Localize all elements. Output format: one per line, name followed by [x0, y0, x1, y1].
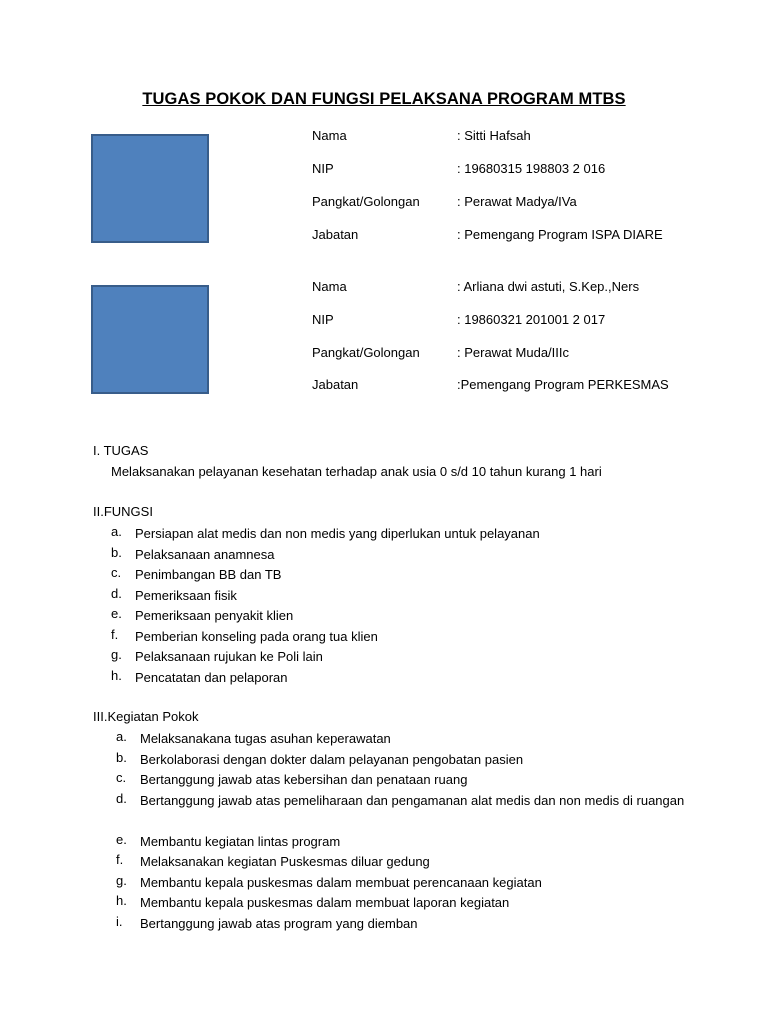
- field-label: NIP: [312, 161, 334, 176]
- field-value: :Pemengang Program PERKESMAS: [457, 377, 669, 392]
- staff-2-jabatan-row: [312, 377, 732, 395]
- list-item-text: Penimbangan BB dan TB: [135, 567, 282, 582]
- list-item-text: Bertanggung jawab atas kebersihan dan penataan ruang: [140, 772, 468, 787]
- list-marker: d.: [111, 585, 122, 601]
- field-label: Pangkat/Golongan: [312, 345, 420, 360]
- list-item-text: Membantu kepala puskesmas dalam membuat laporan kegiatan: [140, 895, 510, 910]
- list-marker: e.: [111, 606, 122, 621]
- field-label: Nama: [312, 128, 347, 143]
- staff-1-jabatan-row: [312, 227, 732, 245]
- list-item-text: Pelaksanaan rujukan ke Poli lain: [135, 649, 323, 664]
- section-heading-kegiatan: III.Kegiatan Pokok: [93, 709, 199, 724]
- field-label: Jabatan: [312, 227, 359, 242]
- staff-2-nip-row: [312, 312, 732, 330]
- field-value: : Sitti Hafsah: [457, 128, 531, 143]
- staff-1-pangkat-row: [312, 194, 732, 212]
- list-item-text: Melaksanakan kegiatan Puskesmas diluar gedung: [140, 854, 430, 869]
- staff-2-nama-row: [312, 279, 732, 297]
- list-marker: f.: [116, 852, 124, 867]
- field-label: Jabatan: [312, 377, 359, 392]
- field-label: Nama: [312, 279, 347, 294]
- list-marker: a.: [111, 524, 122, 539]
- field-value: : Arliana dwi astuti, S.Kep.,Ners: [457, 279, 640, 294]
- list-marker: h.: [111, 667, 122, 683]
- section-heading-tugas: I. TUGAS: [93, 443, 149, 458]
- staff-photo-placeholder-2: [91, 285, 209, 394]
- list-marker: h.: [116, 893, 127, 908]
- list-marker: d.: [116, 790, 127, 806]
- field-value: : Perawat Madya/IVa: [457, 194, 577, 209]
- list-item-text: Pemberian konseling pada orang tua klien: [135, 628, 378, 644]
- list-item-text: Persiapan alat medis dan non medis yang diperlukan untuk pelayanan: [135, 526, 540, 541]
- list-item-text: Pemeriksaan penyakit klien: [135, 608, 294, 623]
- staff-photo-placeholder-1: [91, 134, 209, 243]
- list-item-text: Pelaksanaan anamnesa: [135, 546, 275, 562]
- list-item-text: Pencatatan dan pelaporan: [135, 669, 288, 685]
- list-item-text: Bertanggung jawab atas pemeliharaan dan pengamanan alat medis dan non medis di ruangan: [140, 792, 685, 808]
- field-value: : Pemengang Program ISPA DIARE: [457, 227, 663, 242]
- list-item-text: Membantu kepala puskesmas dalam membuat perencanaan kegiatan: [140, 874, 542, 890]
- list-marker: i.: [116, 913, 123, 929]
- list-marker: c.: [116, 770, 127, 785]
- list-item-text: Berkolaborasi dengan dokter dalam pelayanan pengobatan pasien: [140, 751, 524, 767]
- list-marker: c.: [111, 565, 122, 580]
- list-item-text: Melaksanakana tugas asuhan keperawatan: [140, 731, 391, 746]
- list-marker: b.: [111, 544, 122, 560]
- field-label: Pangkat/Golongan: [312, 194, 420, 209]
- list-item-text: Membantu kegiatan lintas program: [140, 833, 341, 849]
- staff-1-nama-row: [312, 128, 732, 146]
- list-marker: g.: [111, 647, 122, 662]
- staff-1-nip-row: [312, 161, 732, 179]
- list-marker: b.: [116, 749, 127, 765]
- list-marker: e.: [116, 831, 127, 847]
- list-marker: f.: [111, 626, 119, 642]
- section-heading-fungsi: II.FUNGSI: [93, 504, 153, 519]
- field-value: : 19680315 198803 2 016: [457, 161, 606, 176]
- list-item-text: Bertanggung jawab atas program yang diemban: [140, 915, 418, 931]
- list-marker: a.: [116, 729, 127, 744]
- staff-2-pangkat-row: [312, 345, 732, 363]
- field-label: NIP: [312, 312, 334, 327]
- list-marker: g.: [116, 872, 127, 888]
- field-value: : 19860321 201001 2 017: [457, 312, 606, 327]
- tugas-text: Melaksanakan pelayanan kesehatan terhadap anak usia 0 s/d 10 tahun kurang 1 hari: [111, 464, 602, 479]
- field-value: : Perawat Muda/IIIc: [457, 345, 569, 360]
- list-item-text: Pemeriksaan fisik: [135, 587, 237, 603]
- document-title: TUGAS POKOK DAN FUNGSI PELAKSANA PROGRAM MTBS: [142, 90, 626, 108]
